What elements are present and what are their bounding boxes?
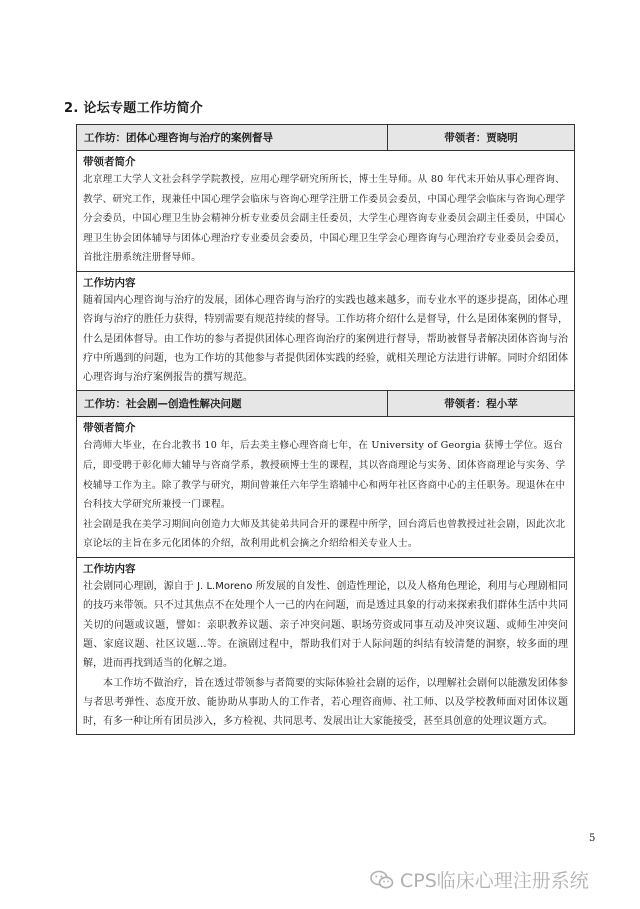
workshop-2-header [77,391,574,417]
workshop-1-content-text: 随着国内心理咨询与治疗的发展，团体心理咨询与治疗的实践也越来越多，而专业水平的逐步提高，团体心理咨询与治疗的胜任力获得，特别需要有规范持续的督导。工作坊将介绍什么是督导，什么是团体案例的督导，什么是团体督导。由工作坊的参与者提供团体心理咨询治疗的案例进行督导，帮助被督导者解决团体咨询与治疗中所遇到的问题，也为工作坊的其他参与者提供团体实践的经验，就相关理论方法进行讲解。同时介绍团体心理咨询与治疗案例报告的撰写规范。 [83,294,568,384]
workshop-2-bio-label: 带领者简介 [83,422,136,435]
workshop-2-content [77,558,574,734]
watermark [370,866,589,893]
workshop-table [76,124,575,735]
workshop-1-content [77,272,574,391]
workshop-1-header [77,125,574,151]
workshop-2-content-text-1: 社会剧同心理剧，源自于 J. L.Moreno 所发展的自发性、创造性理论，以及人格角色理论，利用与心理剧相同的技巧来带领。只不过其焦点不在处理个人一己的内在问题，而是透过具象的行动来探索我们群体生活中共同关切的问题或议题，譬如：亲职教养议题、亲子冲突问题、职场劳资或同事互动及冲突议题、或师生冲突问题、家庭议题、社区议题…等。在演剧过程中，帮助我们对于人际问题的纠结有较清楚的洞察，较多面的理解，进而再找到适当的化解之道。 [83,581,568,670]
page-number: 5 [589,833,596,844]
workshop-1-title: 工作坊：团体心理咨询与治疗的案例督导 [77,125,388,150]
workshop-1-leader: 带领者：贾晓明 [444,132,518,144]
workshop-2-bio-text-1: 台湾师大毕业，在台北教书 10 年，后去美主修心理咨商七年，在 University of Georgia 获博士学位。返台后，即受聘于彰化师大辅导与咨商学系，教授硕博士生的课程，其以咨商理论与实务、团体咨商理论与实务、学校辅导工作为主。除了教学与研究，期间曾兼任六年学生谘辅中心和两年社区咨商中心的主任职务。现退休在中台科技大学研究所兼授一门课程。 [83,440,566,511]
workshop-1-bio [77,151,574,272]
workshop-2-content-label: 工作坊内容 [83,563,136,576]
workshop-2-content-text-2: 本工作坊不做治疗，旨在透过带领参与者简要的实际体验社会剧的运作，以理解社会剧何以能激发团体参与者思考弹性、态度开放、能协助从事助人的工作者，若心理咨商师、社工师、以及学校教师面对团体议题时，有多一种让所有团员涉入，多方检视、共同思考、发展出让大家能接受，甚至具创意的处理议题方式。 [83,677,568,728]
workshop-2-bio-text-2: 社会剧是我在美学习期间向创造力大师及其徒弟共同合开的课程中所学，回台湾后也曾教授过社会剧，因此次北京论坛的主旨在多元化团体的介绍，故利用此机会摘之介绍给相关专业人士。 [83,518,566,550]
watermark-text: CPS临床心理注册系统 [400,870,589,892]
workshop-2-bio [77,417,574,558]
workshop-1-bio-label: 带领者简介 [83,156,136,168]
workshop-1-bio-text: 北京理工大学人文社会科学学院教授，应用心理学研究所所长，博士生导师。从 80 年代末开始从事心理咨询、教学、研究工作，现兼任中国心理学会临床与咨询心理学注册工作委员会委员，中国心理学会临床与咨询心理学分会委员，中国心理卫生协会精神分析专业委员会副主任委员，大学生心理咨询专业委员会副主任委员，中国心理卫生协会团体辅导与团体心理治疗专业委员会委员，中国心理卫生学会心理咨询与心理治疗专业委员会委员，首批注册系统注册督导师。 [83,174,566,264]
workshop-1-content-label: 工作坊内容 [83,276,136,289]
section-title: 2. 论坛专题工作坊简介 [64,101,204,116]
wechat-icon [370,870,394,890]
workshop-2-title: 工作坊：社会剧—创造性解决问题 [77,391,388,416]
workshop-2-leader: 带领者：程小苹 [444,398,518,411]
